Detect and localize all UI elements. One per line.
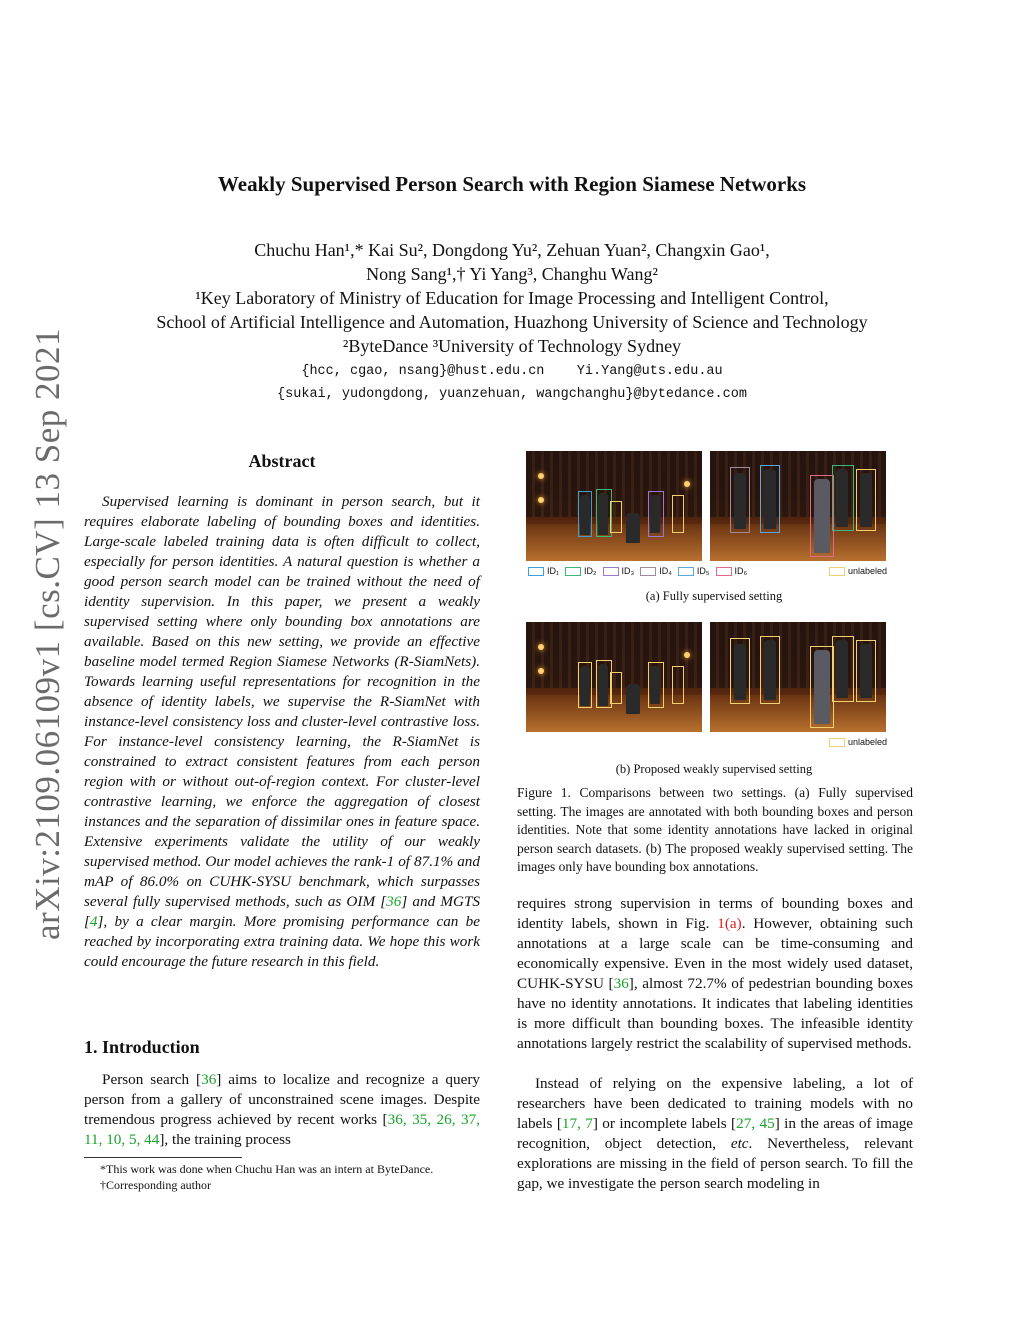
citation-link[interactable]: 36 (201, 1071, 217, 1088)
abstract-heading: Abstract (248, 451, 316, 471)
abstract-body: Supervised learning is dominant in person search, but it requires elaborate labeling of bounding boxes and identities. Large-scale labeled training data is often difficult to collect, especially for person identities. A natural question is whether a good person search model can be trained without the need of identity supervision. In this paper, we present a weakly supervised setting where only bounding box annotations are available. Based on this new setting, we provide an effective baseline model termed Region Siamese Networks (R-SiamNets). Towards learning useful representations for recognition in the absence of identity labels, we supervise the R-SiamNet with instance-level consistency loss and cluster-level contrastive loss. For instance-level consistency learning, the R-SiamNet is constrained to extract consistent features from each person region with or without out-of-region context. For cluster-level contrastive learning, we enforce the aggregation of closest instances and the separation of dissimilar ones in feature space. Extensive experiments validate the utility of our weakly supervised method. Our model achieves the rank-1 of 87.1% and mAP of 86.0% on CUHK-SYSU benchmark, which surpasses several fully supervised methods, such as OIM [36] and MGTS [4], by a clear margin. More promising performance can be reached by incorporating extra training data. We hope this work could encourage the future research in this field. (84, 493, 480, 970)
figure-ref-link[interactable]: 1(a) (717, 915, 742, 932)
paper-title: Weakly Supervised Person Search with Region Siamese Networks (217, 172, 807, 196)
citation-link[interactable]: 27, 45 (736, 1115, 775, 1132)
affiliation-line-2: School of Artificial Intelligence and Automation, Huazhong University of Science and Technology (156, 312, 868, 332)
stage-photo-b2 (710, 622, 886, 732)
stage-photo-a1 (526, 451, 702, 561)
email-line-2: {sukai, yudongdong, yuanzehuan, wangchanghu}@bytedance.com (277, 387, 747, 402)
citation-link[interactable]: 36, 35, 26, 37, 11, 10, 5, 44 (84, 1111, 481, 1148)
figure-b-images (526, 622, 886, 732)
arxiv-stamp[interactable]: arXiv:2109.06109v1 [cs.CV] 13 Sep 2021 (28, 327, 67, 940)
intro-paragraph: Person search [36] aims to localize and recognize a query person from a gallery of unconstrained scene images. Despite tremendous progress achieved by recent works [36, 35, 26, 37, 11, 10, 5, 44], the training process (84, 1071, 481, 1148)
affiliation-line-3: ²ByteDance ³University of Technology Sydney (342, 336, 682, 356)
authors-line-1: Chuchu Han¹,* Kai Su², Dongdong Yu², Zehuan Yuan², Changxin Gao¹, (254, 240, 770, 260)
right-paragraph-1: requires strong supervision in terms of bounding boxes and identity labels, shown in Fig. 1(a). However, obtaining such annotations at a large scale can be time-consuming and economically expensive. Even in the most widely used dataset, CUHK-SYSU [36], almost 72.7% of pedestrian bounding boxes have no identity annotations. It indicates that labeling identities is more difficult than bounding boxes. The infeasible identity annotations largely restrict the scalability of supervised methods. (517, 895, 913, 1052)
figure-legend-ids: ID₁ ID₂ ID₃ ID₄ ID₅ ID₆ (528, 566, 753, 576)
subcaption-b: (b) Proposed weakly supervised setting (615, 762, 813, 776)
subcaption-a: (a) Fully supervised setting (645, 589, 783, 603)
citation-link[interactable]: 36 (613, 975, 629, 992)
citation-link[interactable]: 4 (89, 913, 98, 930)
email-line-1: {hcc, cgao, nsang}@hust.edu.cn Yi.Yang@uts.edu.au (301, 364, 723, 379)
citation-link[interactable]: 36 (386, 893, 402, 910)
figure-legend-unlabeled-a: unlabeled (829, 566, 893, 576)
authors-line-2: Nong Sang¹,† Yi Yang³, Changhu Wang² (366, 264, 658, 284)
figure-a-images (526, 451, 886, 561)
figure-caption: Figure 1. Comparisons between two settings. (a) Fully supervised setting. The images are annotated with both bounding boxes and person identities. Note that some identity annotations have lacked in original person search datasets. (b) The proposed weakly supervised setting. The images only have bounding box annotations. (517, 785, 913, 874)
stage-photo-b1 (526, 622, 702, 732)
footnote-rule (84, 1157, 242, 1158)
intro-heading: 1. Introduction (84, 1037, 200, 1057)
citation-link[interactable]: 17, 7 (561, 1115, 593, 1132)
footnote-1: *This work was done when Chuchu Han was an intern at ByteDance. (100, 1162, 434, 1176)
figure-legend-unlabeled-b: unlabeled (829, 737, 893, 747)
right-paragraph-2: Instead of relying on the expensive labeling, a lot of researchers have been dedicated to training models with no labels [17, 7] or incomplete labels [27, 45] in the areas of image recognition, object detection, etc. Nevertheless, relevant explorations are missing in the field of person search. To fill the gap, we investigate the person search modeling in (517, 1075, 914, 1192)
affiliation-line-1: ¹Key Laboratory of Ministry of Education for Image Processing and Intelligent Control, (195, 288, 829, 308)
footnote-2: †Corresponding author (100, 1178, 211, 1192)
stage-photo-a2 (710, 451, 886, 561)
